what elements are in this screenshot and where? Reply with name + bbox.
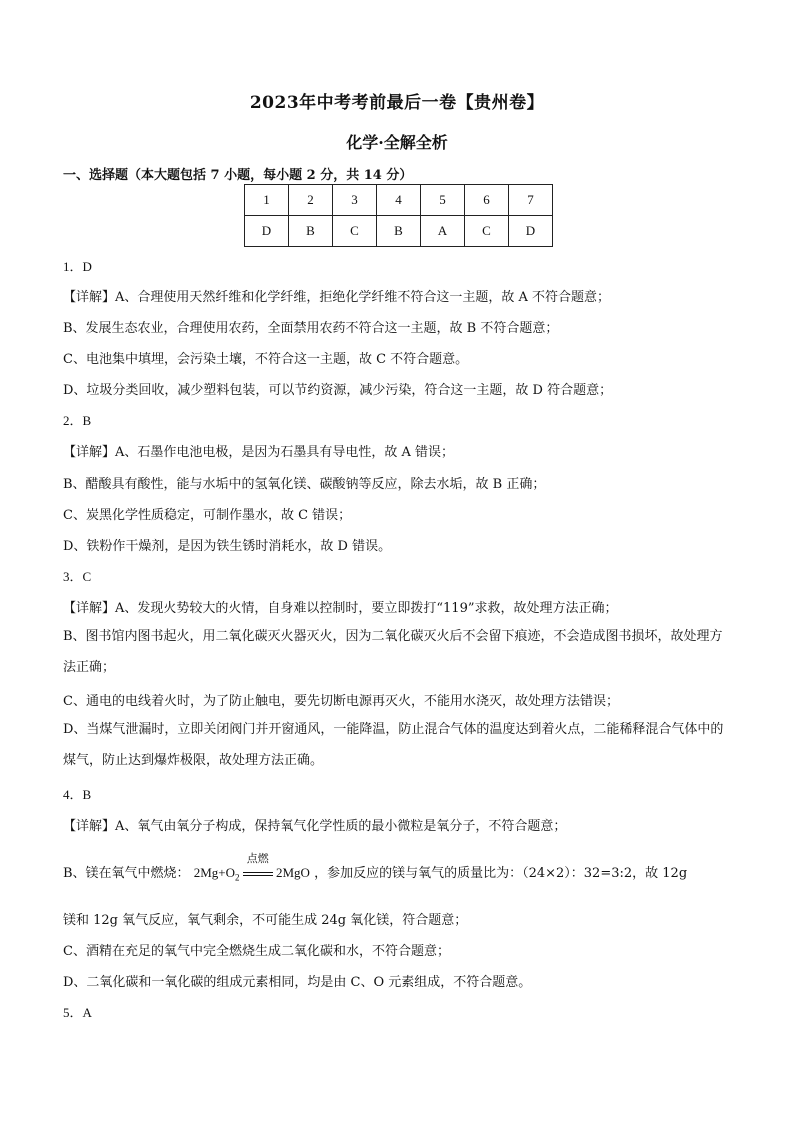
question-2-label: 2．B: [63, 413, 92, 428]
question-1-label: 1．D: [63, 259, 92, 274]
question-number-cell: 6: [465, 185, 509, 216]
question-number-cell: 7: [509, 185, 553, 216]
answer-cell: B: [377, 216, 421, 247]
section-heading: 一、选择题（本大题包括 7 小题，每小题 2 分，共 14 分）: [63, 168, 413, 183]
question-number-cell: 5: [421, 185, 465, 216]
question-3-explanation-c: C、通电的电线着火时，为了防止触电，要先切断电源再灭火，不能用水浇灭，故处理方法错误；: [63, 694, 619, 709]
answer-table-number-row: [245, 185, 553, 216]
question-2-explanation-b: B、醋酸具有酸性，能与水垢中的氢氧化镁、碳酸钠等反应，除去水垢，故 B 正确；: [63, 477, 546, 492]
question-4-explanation-a: 【详解】A、氧气由氧分子构成，保持氧气化学性质的最小微粒是氧分子，不符合题意；: [63, 819, 567, 834]
answer-cell: D: [245, 216, 289, 247]
answer-cell: C: [465, 216, 509, 247]
answer-cell: A: [421, 216, 465, 247]
question-4-explanation-b-cont: 镁和 12g 氧气反应，氧气剩余，不可能生成 24g 氧化镁，符合题意；: [63, 913, 468, 928]
question-3-explanation-d: D、当煤气泄漏时，立即关闭阀门并开窗通风，一能降温，防止混合气体的温度达到着火点，二能稀释混合气体中的煤气，防止达到爆炸极限，故处理方法正确。: [63, 722, 724, 768]
page-title: 2023年中考考前最后一卷【贵州卷】: [249, 93, 545, 113]
question-2-explanation-c: C、炭黑化学性质稳定，可制作墨水，故 C 错误；: [63, 508, 352, 523]
question-number-cell: 3: [333, 185, 377, 216]
question-2-explanation-a: 【详解】A、石墨作电池电极，是因为石墨具有导电性，故 A 错误；: [63, 445, 455, 460]
question-number-cell: 2: [289, 185, 333, 216]
question-number-cell: 4: [377, 185, 421, 216]
reaction-condition: 点燃: [246, 852, 269, 865]
equation-right: 2MgO: [275, 865, 310, 880]
question-5-label: 5．A: [63, 1005, 92, 1020]
question-3-explanation-a: 【详解】A、发现火势较大的火情，自身难以控制时，要立即拨打“119”求救，故处理方法正确；: [63, 601, 618, 616]
question-1-explanation-d: D、垃圾分类回收，减少塑料包装，可以节约资源，减少污染，符合这一主题，故 D 符合题意；: [63, 383, 613, 398]
answer-cell: D: [509, 216, 553, 247]
answer-cell: B: [289, 216, 333, 247]
question-3-label: 3．C: [63, 569, 92, 584]
chemical-equation: [193, 852, 310, 883]
explanation-b-prefix: B、镁在氧气中燃烧：: [63, 866, 190, 881]
reaction-arrow: [243, 852, 273, 881]
question-4-explanation-c: C、酒精在充足的氧气中完全燃烧生成二氧化碳和水，不符合题意；: [63, 944, 450, 959]
question-4-explanation-b: [63, 852, 688, 883]
equals-bar: [243, 874, 273, 875]
answer-cell: C: [333, 216, 377, 247]
question-1-explanation-b: B、发展生态农业，合理使用农药，全面禁用农药不符合这一主题，故 B 不符合题意；: [63, 321, 559, 336]
page-subtitle: 化学·全解全析: [346, 133, 448, 152]
question-1-explanation-a: 【详解】A、合理使用天然纤维和化学纤维，拒绝化学纤维不符合这一主题，故 A 不符合题意；: [63, 290, 611, 305]
question-1-explanation-c: C、电池集中填埋，会污染土壤，不符合这一主题，故 C 不符合题意。: [63, 352, 469, 367]
question-4-label: 4．B: [63, 787, 92, 802]
answer-table-answer-row: [245, 216, 553, 247]
question-number-cell: 1: [245, 185, 289, 216]
equation-left: 2Mg+O: [193, 865, 235, 880]
question-3-explanation-b: B、图书馆内图书起火，用二氧化碳灭火器灭火，因为二氧化碳灭火后不会留下痕迹，不会造成图书损坏，故处理方法正确；: [63, 629, 723, 675]
question-4-explanation-d: D、二氧化碳和一氧化碳的组成元素相同，均是由 C、O 元素组成，不符合题意。: [63, 975, 532, 990]
answer-table: [244, 184, 553, 247]
explanation-b-suffix: ，参加反应的镁与氧气的质量比为：（24×2）：32=3:2，故 12g: [314, 866, 688, 881]
equation-left-subscript: 2: [234, 872, 240, 883]
question-2-explanation-d: D、铁粉作干燥剂，是因为铁生锈时消耗水，故 D 错误。: [63, 539, 392, 554]
